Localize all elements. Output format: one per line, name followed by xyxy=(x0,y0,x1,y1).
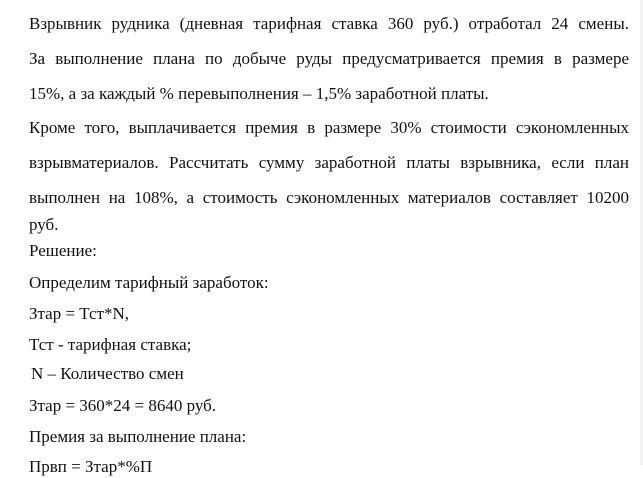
task-text-line-3: 15%, а за каждый % перевыполнения – 1,5% заработной платы. xyxy=(29,84,489,103)
plan-bonus-heading: Премия за выполнение плана: xyxy=(29,427,247,446)
shift-count-definition: N – Количество смен xyxy=(31,364,184,383)
task-text-line-2: За выполнение плана по добыче руды предусматривается премия в размере xyxy=(29,49,629,68)
task-text-line-6: выполнен на 108%, а стоимость сэкономленных материалов составляет 10200 xyxy=(29,188,629,207)
tariff-earnings-heading: Определим тарифный заработок: xyxy=(29,273,269,292)
plan-bonus-formula: Првп = Зтар*%П xyxy=(29,457,153,476)
tariff-formula: Зтар = Тст*N, xyxy=(29,304,130,323)
solution-heading: Решение: xyxy=(29,241,97,260)
task-text-line-4: Кроме того, выплачивается премия в размере 30% стоимости сэкономленных xyxy=(29,118,629,137)
task-text-line-5: взрывматериалов. Рассчитать сумму заработной платы взрывника, если план xyxy=(29,153,629,172)
task-text-line-1: Взрывник рудника (дневная тарифная ставка 360 руб.) отработал 24 смены. xyxy=(29,14,629,33)
task-text-line-7: руб. xyxy=(29,215,59,234)
tariff-rate-definition: Тст - тарифная ставка; xyxy=(29,335,192,354)
tariff-calculation: Зтар = 360*24 = 8640 руб. xyxy=(29,396,217,415)
